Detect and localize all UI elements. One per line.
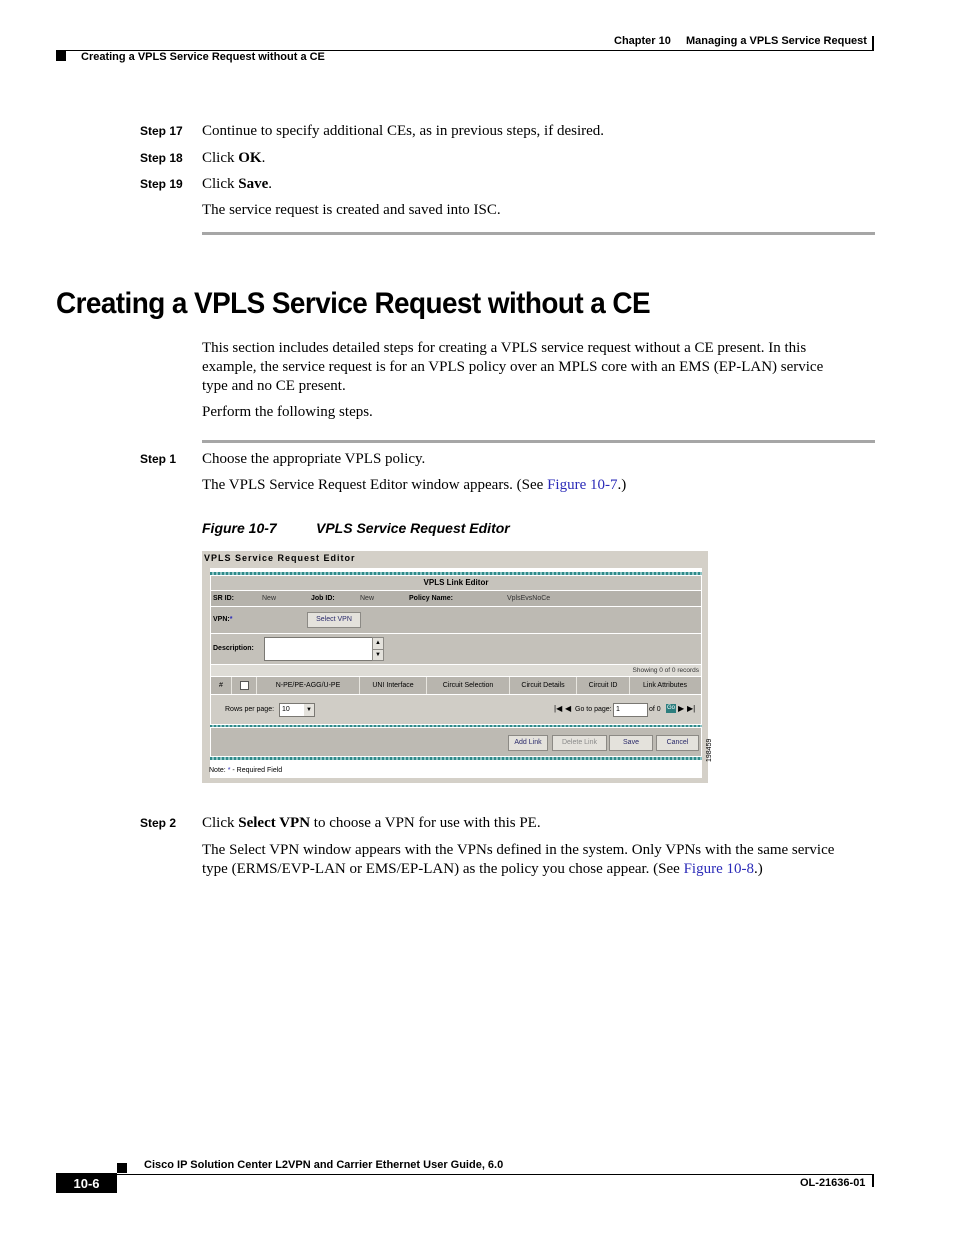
col-select-all [232, 677, 257, 694]
policy-name-value: VplsEvsNoCe [507, 595, 551, 602]
note-prefix: Note: [209, 767, 226, 774]
scroll-down-icon[interactable]: ▼ [372, 649, 384, 661]
col-uni-interface: UNI Interface [360, 677, 427, 694]
job-id-value: New [360, 595, 375, 602]
next-page-icon[interactable]: ▶ [678, 704, 685, 713]
editor-title-row [211, 576, 701, 590]
sr-id-label: SR ID: [213, 595, 234, 602]
step-19-save: Save [238, 176, 269, 192]
chapter-title: Managing a VPLS Service Request [686, 35, 867, 47]
col-number: # [211, 677, 232, 694]
add-link-button[interactable]: Add Link [508, 735, 548, 751]
records-count: Showing 0 of 0 records [632, 667, 699, 674]
scroll-up-icon[interactable]: ▲ [372, 637, 384, 650]
records-row [211, 665, 701, 676]
step-2-para-post: .) [754, 861, 763, 877]
figure-title: VPLS Service Request Editor [316, 520, 510, 536]
sr-id-value: New [262, 595, 277, 602]
section-heading: Creating a VPLS Service Request without a CE [56, 287, 651, 320]
guide-title: Cisco IP Solution Center L2VPN and Carrier Ethernet User Guide, 6.0 [144, 1159, 504, 1171]
note-suffix: - Required Field [232, 767, 283, 774]
step-17-label: Step 17 [140, 124, 183, 138]
figure-number: Figure 10-7 [202, 520, 277, 536]
cancel-button[interactable]: Cancel [656, 735, 699, 751]
window-title: VPLS Service Request Editor [204, 553, 356, 563]
col-circuit-id: Circuit ID [577, 677, 630, 694]
editor-panel [210, 568, 702, 778]
required-note [209, 767, 282, 774]
perform-text: Perform the following steps. [202, 404, 373, 420]
result-text: The service request is created and saved into ISC. [202, 202, 501, 218]
col-npe: N-PE/PE-AGG/U-PE [257, 677, 360, 694]
step-19-post: . [268, 176, 272, 192]
intro-paragraph [202, 339, 882, 396]
col-circuit-selection: Circuit Selection [427, 677, 510, 694]
mid-band [210, 725, 702, 727]
footer-block [117, 1163, 127, 1173]
page-number: 10-6 [73, 1176, 100, 1191]
step-19-pre: Click [202, 176, 239, 192]
footer-tick [872, 1175, 874, 1187]
step-2-pre: Click [202, 815, 239, 831]
description-row [211, 634, 701, 664]
description-textarea[interactable] [264, 637, 373, 661]
prev-page-icon[interactable]: ◀ [565, 704, 572, 713]
step-1-label: Step 1 [140, 452, 177, 466]
step-1-sub-pre: The VPLS Service Request Editor window appears. (See [202, 477, 548, 493]
dropdown-arrow-icon[interactable]: ▼ [304, 704, 314, 716]
page-of-label: of 0 [649, 706, 661, 713]
job-id-label: Job ID: [311, 595, 335, 602]
description-label: Description: [213, 645, 254, 652]
table-header [211, 677, 701, 694]
sr-info-row [211, 591, 701, 606]
rows-per-page-label: Rows per page: [225, 706, 275, 713]
figure-id-code: 198459 [706, 738, 713, 762]
intro-line-1: This section includes detailed steps for creating a VPLS service request without a CE present. In this [202, 340, 807, 356]
last-page-icon[interactable]: ▶| [687, 704, 696, 713]
header-tick [872, 36, 874, 50]
select-all-checkbox[interactable] [240, 681, 249, 690]
step-1-sub-post: .) [617, 477, 627, 493]
col-link-attributes: Link Attributes [643, 682, 687, 689]
chapter-number: Chapter 10 [614, 35, 671, 47]
step-18-post: . [261, 150, 266, 166]
rows-per-page-select[interactable] [279, 703, 315, 717]
col-circuit-details: Circuit Details [510, 677, 577, 694]
step-2-para-line-2 [202, 860, 882, 879]
go-button[interactable]: Go [666, 705, 675, 711]
figure-10-7-link[interactable]: Figure 10-7 [547, 477, 618, 493]
save-button[interactable]: Save [609, 735, 653, 751]
pagination-row [211, 695, 701, 724]
page-input[interactable] [613, 703, 648, 717]
step-2-text [202, 814, 541, 833]
step-18-pre: Click [202, 150, 239, 166]
doc-number: OL-21636-01 [800, 1177, 866, 1189]
vpn-row [211, 607, 701, 633]
step-18-text [202, 149, 265, 168]
rows-per-page-value: 10 [282, 706, 290, 713]
step-2-label: Step 2 [140, 816, 177, 830]
procedure-rule [202, 440, 875, 443]
figure-10-8-link[interactable]: Figure 10-8 [683, 861, 755, 877]
vpn-label [213, 616, 232, 623]
intro-line-2: example, the service request is for an VPLS policy over an MPLS core with an EMS (EP-LAN) service [202, 359, 824, 375]
select-vpn-button[interactable]: Select VPN [307, 612, 361, 628]
step-19-label: Step 19 [140, 177, 183, 191]
footer-rule [117, 1174, 874, 1175]
step-1-subtext [202, 476, 626, 495]
vpn-label-text: VPN: [213, 616, 230, 623]
step-18-ok: OK [238, 150, 262, 166]
header-block [56, 51, 66, 61]
delete-link-button[interactable]: Delete Link [552, 735, 607, 751]
step-18-label: Step 18 [140, 151, 183, 165]
action-buttons-row [211, 728, 701, 756]
step-2-paragraph [202, 841, 882, 879]
top-band [210, 572, 702, 575]
running-section-title: Creating a VPLS Service Request without a CE [81, 51, 325, 63]
step-19-text [202, 175, 272, 194]
step-1-text: Choose the appropriate VPLS policy. [202, 451, 426, 467]
step-2-para-pre: type (ERMS/EVP-LAN or EMS/EP-LAN) as the policy you chose appear. (See [202, 861, 684, 877]
step-2-select-vpn: Select VPN [238, 815, 311, 831]
step-end-rule [202, 232, 875, 235]
editor-title: VPLS Link Editor [423, 578, 489, 587]
go-to-page-label: Go to page: [575, 706, 612, 713]
page-input-value: 1 [616, 706, 620, 713]
note-required-mark: * [227, 767, 231, 774]
step-2-post: to choose a VPN for use with this PE. [310, 815, 541, 831]
vpn-required-mark: * [229, 616, 233, 623]
policy-name-label: Policy Name: [409, 595, 453, 602]
intro-line-3: type and no CE present. [202, 378, 346, 394]
first-page-icon[interactable]: |◀ [554, 704, 563, 713]
bottom-band [210, 757, 702, 760]
vpls-sr-editor-screenshot [202, 551, 708, 783]
step-2-para-line-1: The Select VPN window appears with the VPNs defined in the system. Only VPNs with the same service [202, 842, 835, 858]
step-17-text: Continue to specify additional CEs, as in previous steps, if desired. [202, 123, 605, 139]
